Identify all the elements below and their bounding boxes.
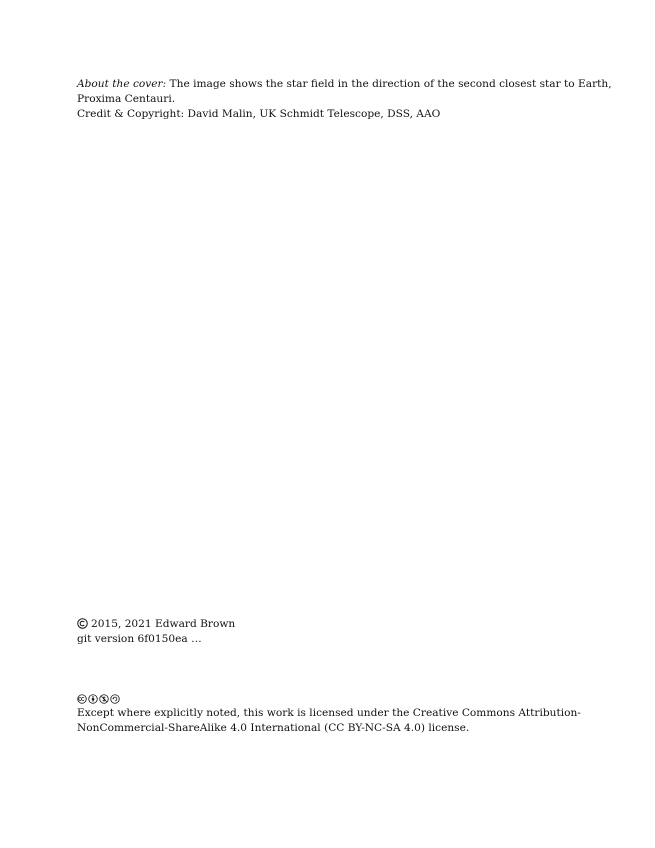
copyright-block: [77, 617, 617, 647]
cover-text: The image shows the star field in the direction of the second closest star to Earth, Proxima Centauri.: [77, 78, 612, 105]
cc-badge-row: [77, 692, 617, 705]
cover-note: [77, 77, 617, 122]
license-block: [77, 692, 617, 736]
git-version: git version 6f0150ea …: [77, 633, 202, 645]
copyright-year-author: 2015, 2021 Edward Brown: [91, 618, 236, 630]
nc-icon: [99, 694, 109, 704]
license-text: Except where explicitly noted, this work is licensed under the Creative Commons Attribution-NonCommercial-ShareAlike 4.0 International (CC BY-NC-SA 4.0) license.: [77, 707, 581, 734]
by-icon: [88, 694, 98, 704]
copyright-icon: [77, 618, 88, 629]
sa-icon: [110, 694, 120, 704]
cc-icon: [77, 694, 87, 704]
cover-credit: Credit & Copyright: David Malin, UK Schmidt Telescope, DSS, AAO: [77, 108, 441, 120]
cover-description: [77, 77, 617, 107]
copyright-line: [77, 617, 617, 632]
cover-label: About the cover:: [77, 78, 167, 90]
